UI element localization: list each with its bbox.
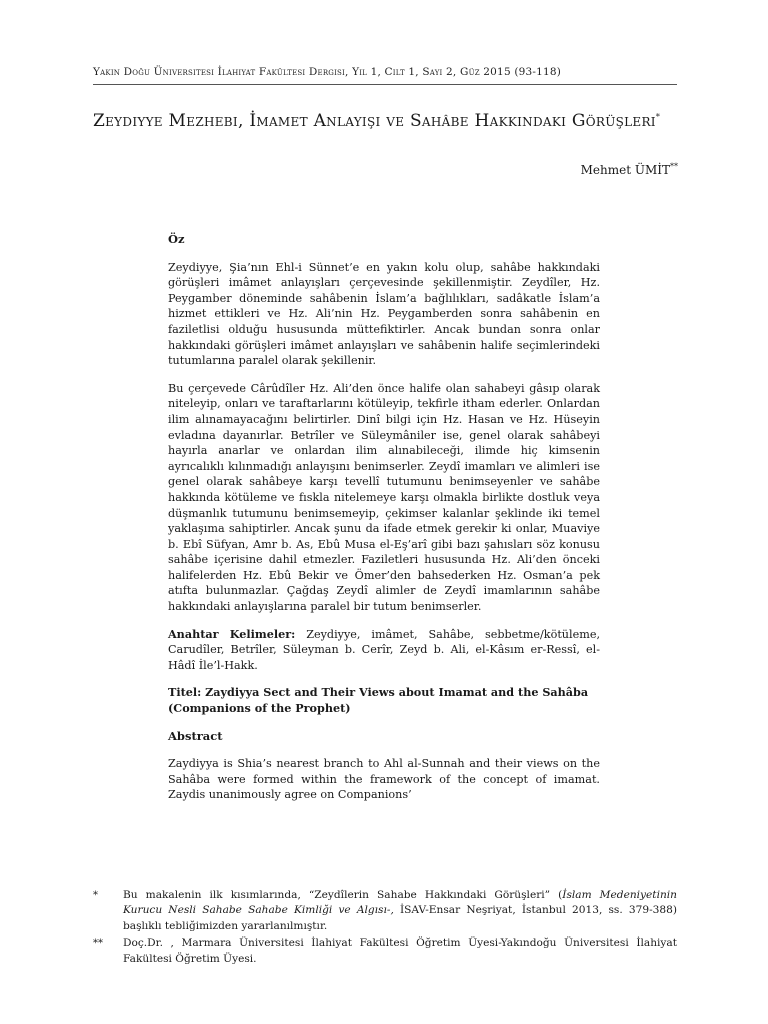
abstract-heading: Abstract bbox=[168, 728, 223, 743]
keywords-paragraph bbox=[168, 627, 600, 674]
abstract-paragraph: Zaydiyya is Shia’s nearest branch to Ahl al-Sunnah and their views on the Sahâba were formed within the framework of the concept of imamat. Zaydis unanimously agree on Companions’ bbox=[168, 757, 600, 802]
footnote-2-mark: ** bbox=[93, 938, 103, 950]
article-title-text: Zeydiyye Mezhebi, İmamet Anlayışı ve Sahâbe Hakkındaki Görüşleri bbox=[93, 111, 656, 131]
oz-paragraph-2: Bu çerçevede Cârûdîler Hz. Ali’den önce halife olan sahabeyi gâsıp olarak niteleyip, onları ve taraftarlarını kötüleyip, tekfirle itham ederler. Onlardan ilim alınamayacağını belirtirler. Dinî bilgi için Hz. Hasan ve Hz. Hüseyin evladına dayanırlar. Betrîler ve Süleymâniler ise, genel olarak sahâbeyi hayırla anarlar ve onlardan ilim alınabileceği, ilimde hiç kimsenin ayrıcalıklı kılınmadığı anlayışını benimserler. Zeydî imamları ve alimleri ise genel olarak sahâbeye karşı tevellî tutumunu benimseyenler ve sahâbe hakkında kötüleme ve fıskla nitelemeye karşı olmakla birlikte dostluk veya düşmanlık tutumunu benimsemeyip, çekimser kalanlar şeklinde iki temel yaklaşıma sahiptirler. Ancak şunu da ifade etmek gerekir ki onlar, Muaviye b. Ebî Süfyan, Amr b. As, Ebû Musa el-Eş’arî gibi bazı şahısları söz konusu sahâbe içerisine dahil etmezler. Faziletleri hususunda Hz. Ali’den önceki halifelerden Hz. Ebû Bekir ve Ömer’den bahsederken Hz. Osman’a pek atıfta bulunmazlar. Çağdaş Zeydî alimler de Zeydî imamlarının sahâbe hakkındaki anlayışlarına paralel bir tutum benimserler. bbox=[168, 381, 600, 614]
article-title bbox=[93, 110, 693, 132]
keywords-label: Anahtar Kelimeler: bbox=[168, 626, 296, 641]
footnote-2-text: Doç.Dr. , Marmara Üniversitesi İlahiyat Fakültesi Öğretim Üyesi-Yakındoğu Üniversitesi İlahiyat Fakültesi Öğretim Üyesi. bbox=[123, 937, 677, 965]
running-header: Yakın Doğu Üniversitesi İlahiyat Fakültesi Dergisi, Yıl 1, Cilt 1, Sayı 2, Güz 2015 (93-118) bbox=[93, 66, 677, 85]
footnote-1 bbox=[93, 888, 677, 934]
oz-paragraph-1: Zeydiyye, Şia’nın Ehl-i Sünnet’e en yakın kolu olup, sahâbe hakkındaki görüşleri imâmet anlayışları çerçevesinde şekillenmiştir. Zeydîler, Hz. Peygamber döneminde sahâbenin İslam’a bağlılıkları, sadâkatle İslam’a hizmet ettikleri ve Hz. Ali’nin Hz. Peygamberden sonra sahâbenin en faziletlisi olduğu hususunda müttefiktirler. Ancak bundan sonra onlar hakkındaki görüşleri imâmet anlayışları ve sahâbenin halife seçimlerindeki tutumlarına paralel olarak şekillenir. bbox=[168, 260, 600, 368]
body-column bbox=[168, 232, 600, 815]
keywords-text: Zeydiyye, imâmet, Sahâbe, sebbetme/kötüleme, Carudîler, Betrîler, Süleyman b. Cerîr, Zeyd b. Ali, el-Kâsım er-Ressî, el-Hâdî İle’l-Hakk. bbox=[168, 627, 600, 672]
footnote-1-italic: İslam Medeniyetinin Kurucu Nesli Sahabe Sahabe Kimliği ve Algısı-, bbox=[123, 889, 677, 917]
footnote-2 bbox=[93, 936, 677, 967]
oz-heading: Öz bbox=[168, 232, 185, 246]
author-name bbox=[581, 163, 678, 177]
footnote-1-text bbox=[123, 888, 677, 934]
author-footnote-mark[interactable]: ** bbox=[670, 162, 678, 171]
footnote-1-mark: * bbox=[93, 890, 98, 901]
footnote-1-text-after: İSAV-Ensar Neşriyat, İstanbul 2013, ss. 379-388) başlıklı tebliğimizden yararlanılmıştır. bbox=[123, 904, 677, 932]
footnote-1-text-before: Bu makalenin ilk kısımlarında, “Zeydîlerin Sahabe Hakkındaki Görüşleri” ( bbox=[123, 889, 563, 901]
footnotes bbox=[93, 888, 677, 969]
title-footnote-mark[interactable]: * bbox=[655, 112, 661, 122]
english-title: Titel: Zaydiyya Sect and Their Views about Imamat and the Sahâba (Companions of the Prophet) bbox=[168, 685, 589, 716]
author-name-text: Mehmet ÜMİT bbox=[580, 163, 670, 177]
